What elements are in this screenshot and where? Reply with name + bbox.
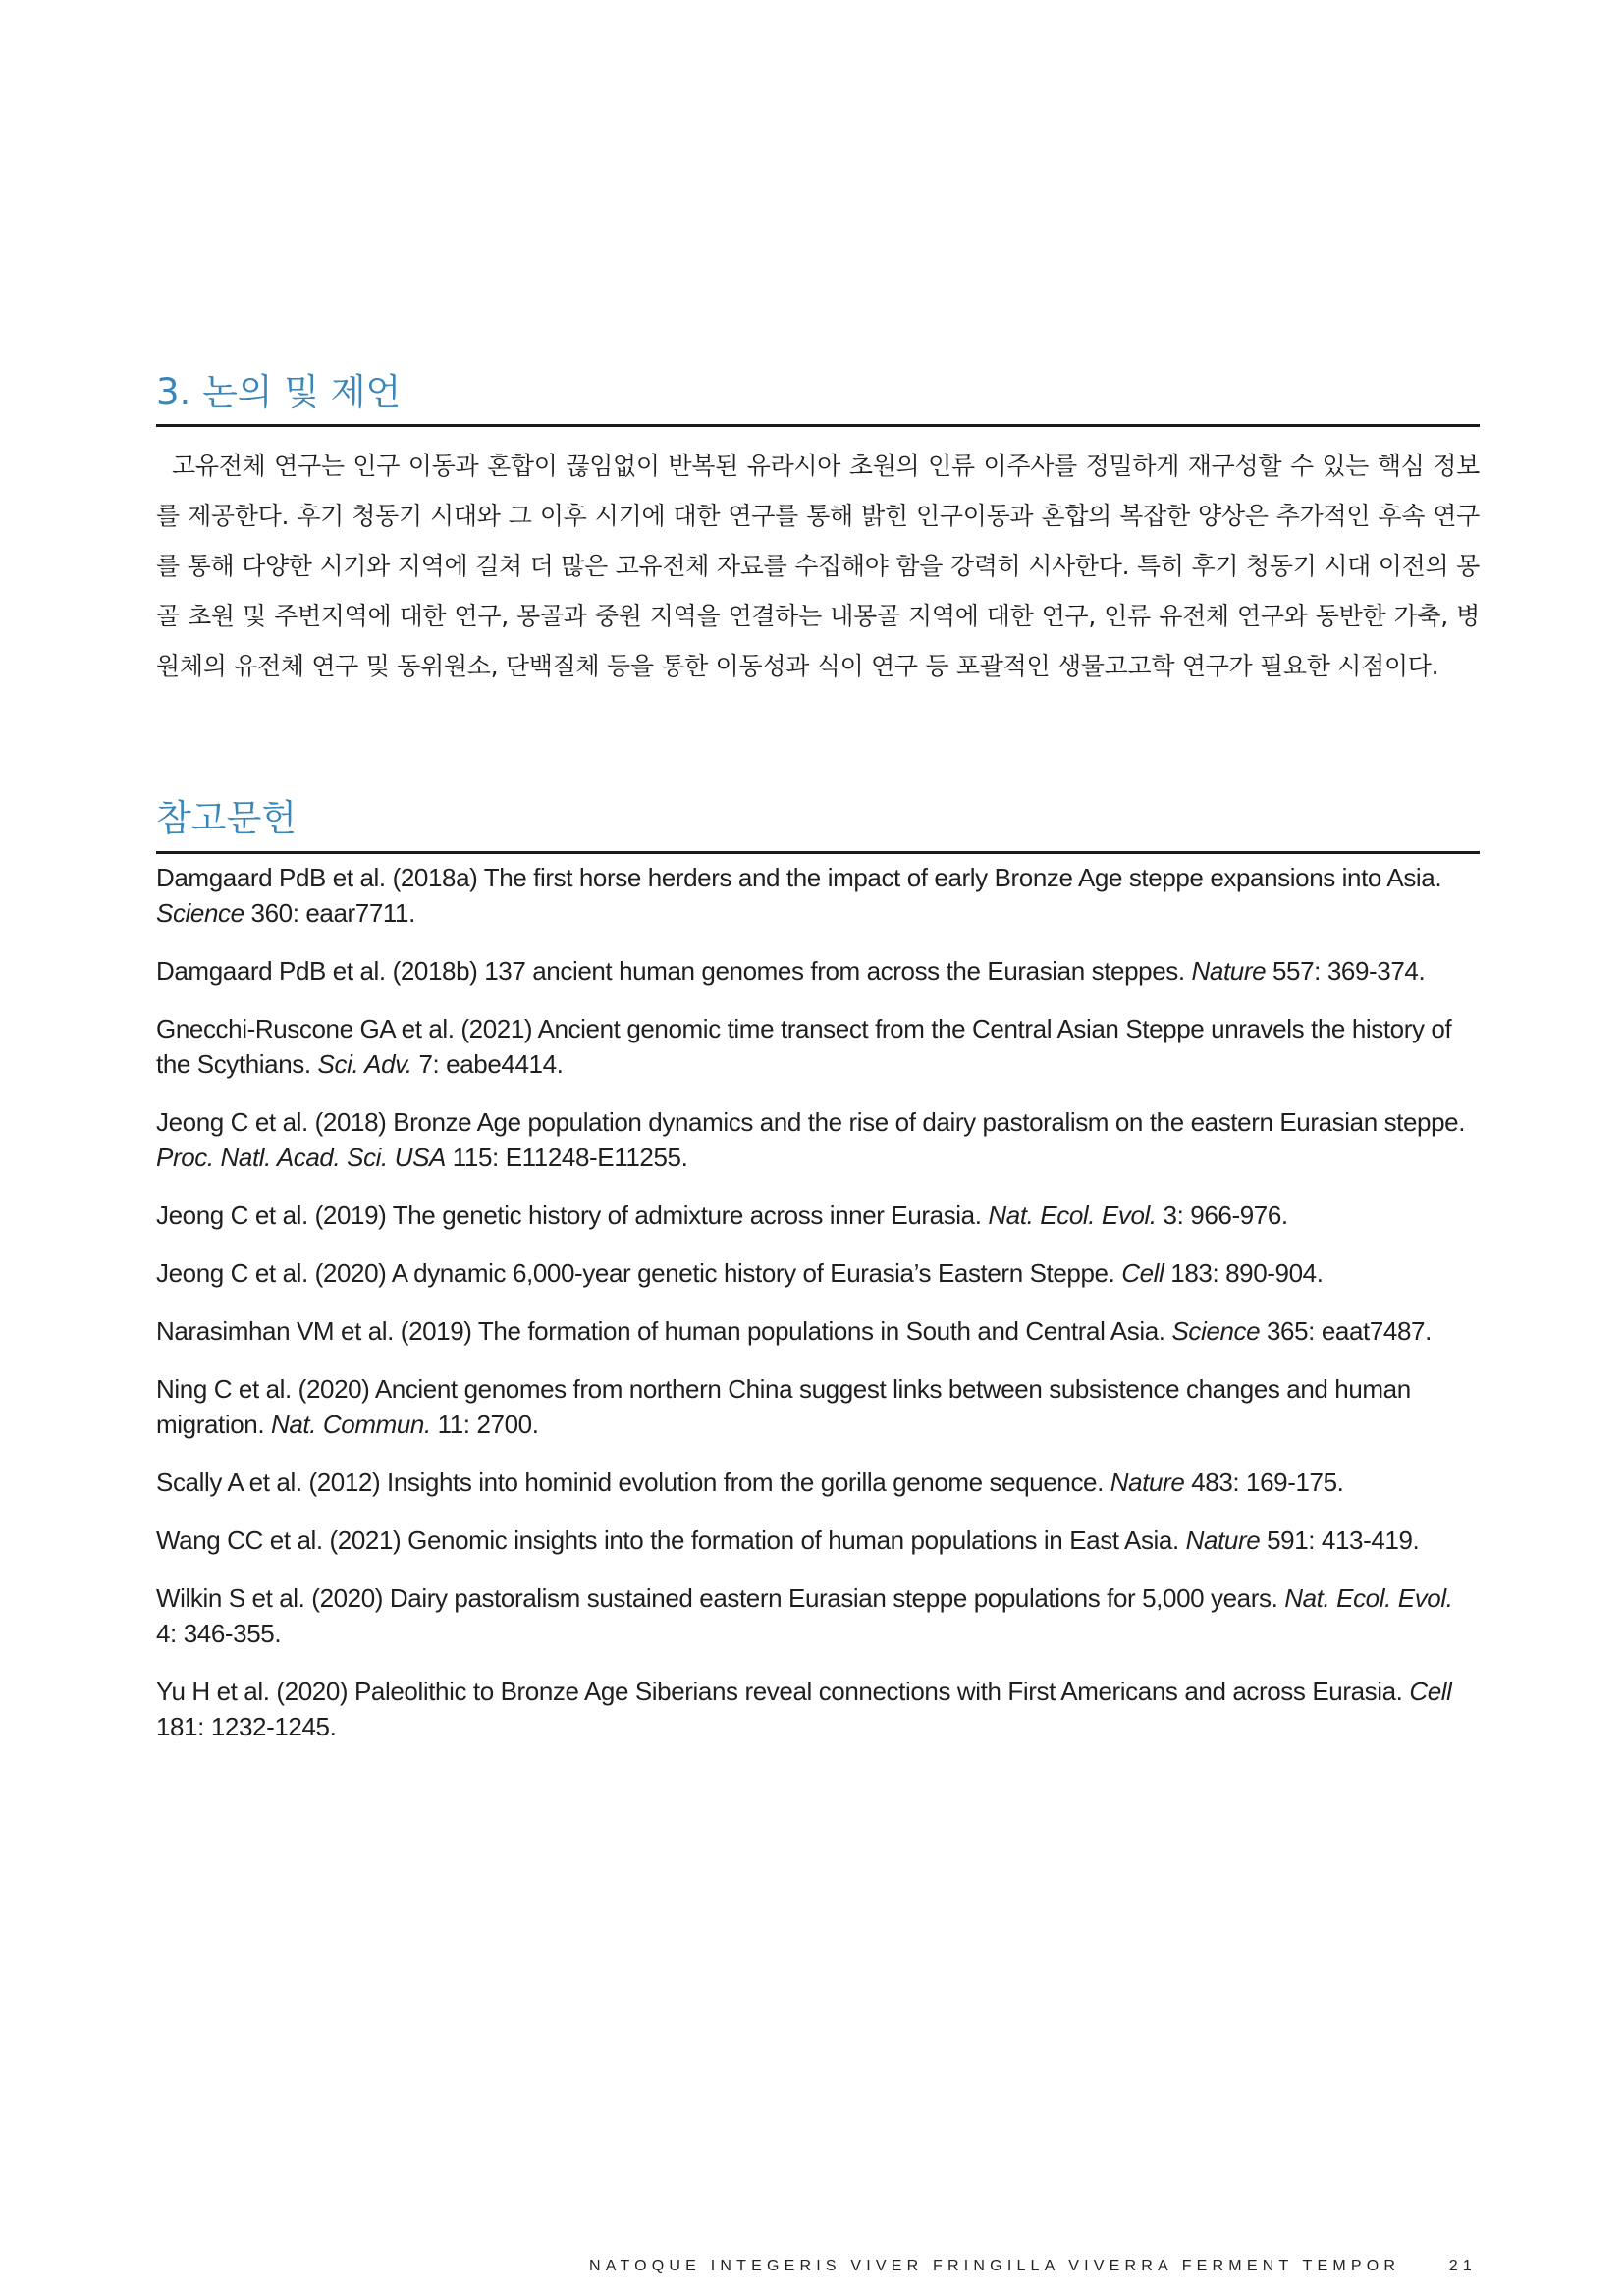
section-heading-references: 참고문헌 [156,797,1480,853]
reference-list [156,860,1480,1744]
reference-text: Jeong C et al. (2018) Bronze Age population dynamics and the rise of dairy pastoralism on the eastern Eurasian steppe. [156,1106,1466,1137]
reference-journal: Proc. Natl. Acad. Sci. USA [156,1142,446,1172]
reference-item [156,1198,1480,1233]
references-section [156,797,1480,1743]
reference-journal: Nat. Ecol. Evol. [988,1200,1157,1230]
reference-volume-pages: 115: E11248-E11255. [445,1142,688,1172]
reference-item [156,953,1480,988]
reference-volume-pages: 483: 169-175. [1184,1467,1344,1497]
reference-volume-pages: 3: 966-976. [1156,1200,1288,1230]
reference-text: Jeong C et al. (2020) A dynamic 6,000-year genetic history of Eurasia’s Eastern Steppe. [156,1257,1122,1288]
reference-item [156,1313,1480,1349]
reference-volume-pages: 557: 369-374. [1266,955,1426,986]
reference-journal: Cell [1121,1257,1164,1288]
reference-text: Gnecchi-Ruscone GA et al. (2021) Ancient genomic time transect from the Central Asian Steppe unravels the history of the Scythians. [156,1013,1452,1079]
reference-journal: Cell [1409,1676,1452,1706]
reference-journal: Nature [1191,955,1267,986]
reference-item [156,1104,1480,1175]
reference-volume-pages: 365: eaat7487. [1260,1315,1432,1346]
reference-item [156,1255,1480,1291]
reference-text: Wang CC et al. (2021) Genomic insights into the formation of human populations in East Asia. [156,1524,1186,1555]
reference-text: Wilkin S et al. (2020) Dairy pastoralism sustained eastern Eurasian steppe populations for 5,000 years. [156,1582,1285,1613]
reference-journal: Science [156,897,244,928]
reference-journal: Nat. Commun. [270,1409,431,1439]
reference-item [156,1580,1480,1651]
reference-item [156,1371,1480,1442]
reference-text: Damgaard PdB et al. (2018b) 137 ancient human genomes from across the Eurasian steppes. [156,955,1192,986]
reference-item [156,860,1480,931]
reference-volume-pages: 181: 1232-1245. [156,1711,337,1741]
page-content [156,371,1480,1767]
discussion-paragraph: 고유전체 연구는 인구 이동과 혼합이 끊임없이 반복된 유라시아 초원의 인류 이주사를 정밀하게 재구성할 수 있는 핵심 정보를 제공한다. 후기 청동기 시대와 그 이후 시기에 대한 연구를 통해 밝힌 인구이동과 혼합의 복잡한 양상은 추가적인 후속 연구를 통해 다양한 시기와 지역에 걸쳐 더 많은 고유전체 자료를 수집해야 함을 강력히 시사한다. 특히 후기 청동기 시대 이전의 몽골 초원 및 주변지역에 대한 연구, 몽골과 중원 지역을 연결하는 내몽골 지역에 대한 연구, 인류 유전체 연구와 동반한 가축, 병원체의 유전체 연구 및 동위원소, 단백질체 등을 통한 이동성과 식이 연구 등 포괄적인 생물고고학 연구가 필요한 시점이다. [156,452,1480,681]
reference-volume-pages: 11: 2700. [430,1409,539,1439]
reference-item [156,1674,1480,1744]
reference-journal: Nature [1185,1524,1261,1555]
reference-volume-pages: 4: 346-355. [156,1618,282,1648]
reference-item [156,1011,1480,1082]
reference-text: Damgaard PdB et al. (2018a) The first horse herders and the impact of early Bronze Age steppe expansions into Asia. [156,862,1442,892]
reference-journal: Sci. Adv. [317,1048,412,1079]
reference-item [156,1522,1480,1558]
reference-volume-pages: 7: eabe4414. [411,1048,564,1079]
reference-text: Yu H et al. (2020) Paleolithic to Bronze Age Siberians reveal connections with First Americans and across Eurasia. [156,1676,1410,1706]
reference-volume-pages: 183: 890-904. [1164,1257,1324,1288]
running-title: NATOQUE INTEGERIS VIVER FRINGILLA VIVERRA FERMENT TEMPOR [589,2258,1401,2274]
reference-volume-pages: 360: eaar7711. [244,897,415,928]
reference-text: Narasimhan VM et al. (2019) The formation of human populations in South and Central Asia. [156,1315,1172,1346]
discussion-section [156,371,1480,691]
page-footer [511,2258,1477,2275]
reference-volume-pages: 591: 413-419. [1260,1524,1420,1555]
reference-text: Scally A et al. (2012) Insights into hominid evolution from the gorilla genome sequence. [156,1467,1110,1497]
section-heading-discussion: 3. 논의 및 제언 [156,371,1480,427]
reference-journal: Science [1171,1315,1261,1346]
page-number: 21 [1448,2258,1477,2274]
reference-journal: Nat. Ecol. Evol. [1284,1582,1453,1613]
reference-text: Ning C et al. (2020) Ancient genomes from northern China suggest links between subsistence changes and human migration. [156,1373,1411,1439]
reference-journal: Nature [1110,1467,1185,1497]
reference-text: Jeong C et al. (2019) The genetic history of admixture across inner Eurasia. [156,1200,989,1230]
reference-item [156,1465,1480,1500]
